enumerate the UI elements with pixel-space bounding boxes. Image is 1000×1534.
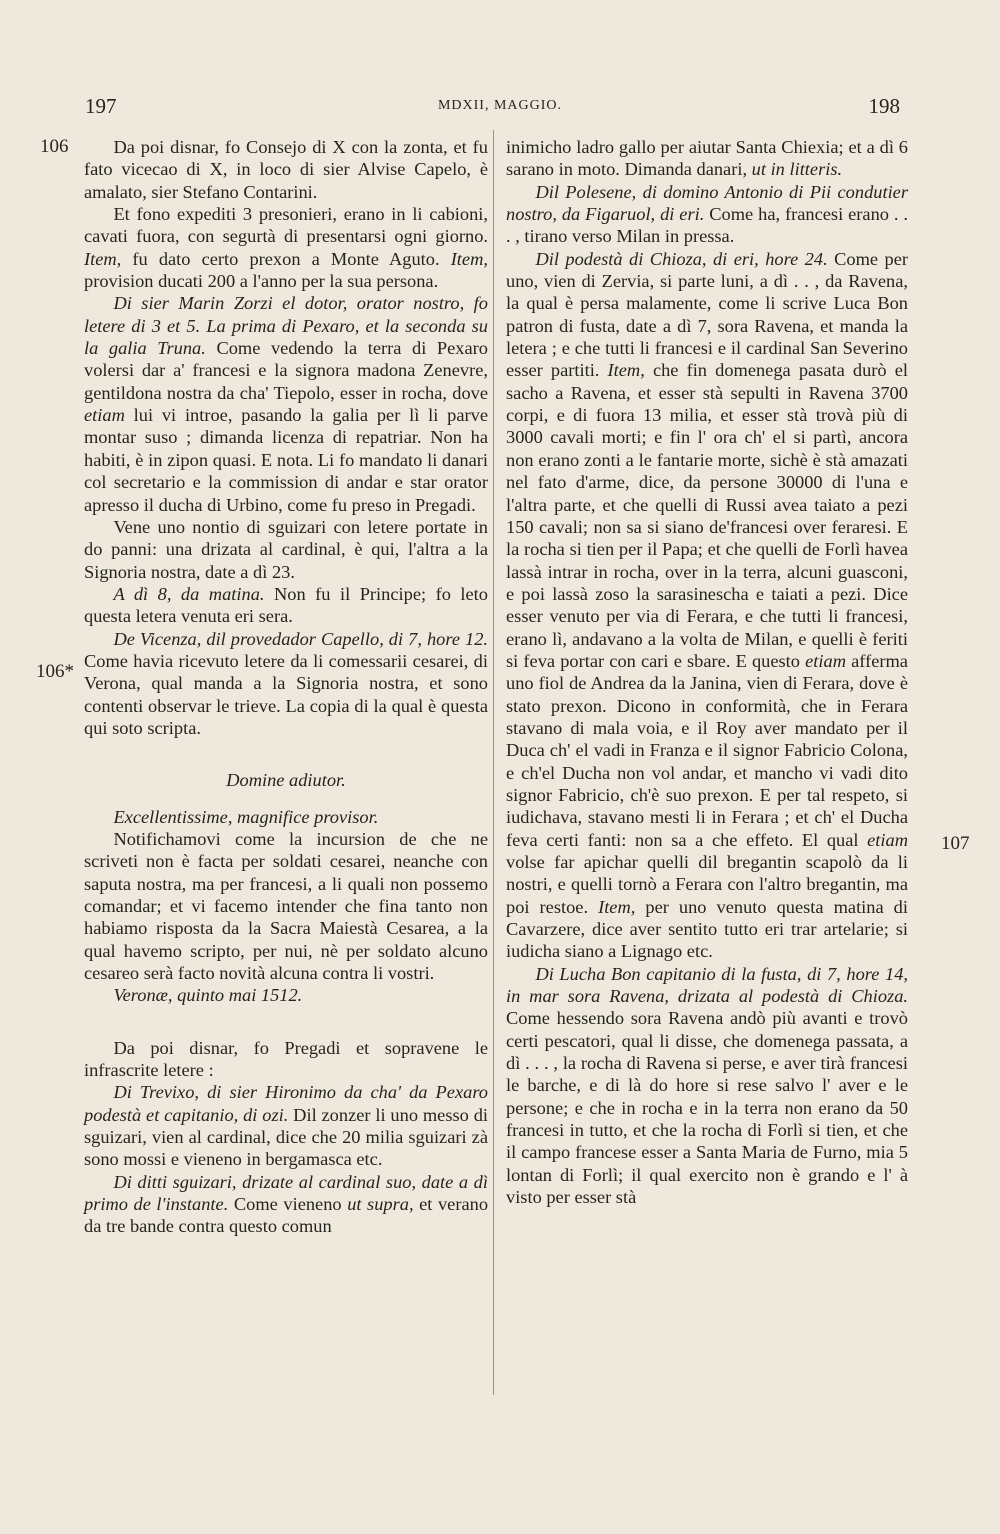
salutation-excellentissime: Excellentissime, magnifice provisor. <box>113 806 379 827</box>
paragraph-lucha-bon: Di Lucha Bon capitanio di la fusta, di 7, hore 14, in mar sora Ravena, drizata al podestà di Chioza. Come hessendo sora Ravena andò più avanti e trovò certi pescatori, qual li disse, che domenega passata, a dì . . . , la rocha di Ravena si perse, e aver tirà francesi le barche, e di là do hore si rese salvo l' aver e le persone; e che in rocha e in la terra non erano da 50 francesi in tutto, et che la rocha di Forlì si tien, et che il campo francese esser a Santa Maria de Furno, mia 5 lontan di Forlì; il qual exercito non è grando e l' à visto per esser stà <box>506 963 908 1208</box>
right-page-number: 198 <box>868 94 900 118</box>
paragraph-pregadi: Da poi disnar, fo Pregadi et sopravene le infrascrite letere : <box>84 1037 488 1081</box>
page-header <box>0 94 1000 124</box>
column-divider <box>493 130 494 1395</box>
left-column <box>84 136 488 1238</box>
paragraph-sguizari-letter: Di ditti sguizari, drizate al cardinal suo, date a dì primo de l'instante. Come vieneno ut supra, et verano da tre bande contra questo comun <box>84 1171 489 1237</box>
paragraph-chioza: Dil podestà di Chioza, di eri, hore 24. Come per uno, vien di Zervia, si parte luni, a dì . . , da Ravena, la qual è persa malamente, come li scrive Luca Bon patron di fusta, date a dì 7, sora Ravena, et manda la letera ; e che tutti li francesi e il cardinal San Severino esser partiti. Item, che fin domenega pasata durò el sacho a Ravena, et esser stà sepulti in Ravena 3700 corpi, e di fuora 13 milia, et esser stà trovà più di 3000 cavali morti; e fin l' ora ch' el si partì, ancora non erano zonti a le fantarie morte, sichè è stà amazati nel fato d'arme, dice, da persone 30000 di l'una e l'altra parte, et che quelli di Russi avea taiato a pezi 150 cavali; non sa si siano de'francesi over feraresi. E la rocha si tien per il Papa; et che quelli de Forlì havea lassà intrar in rocha, over in la terra, alcuni guasconi, e poi lassà zoso la sarasinescha e taiati a pezi. Dice esser venuto per via di Ferara, e che tutti li francesi, erano lì, andavano a la volta de Milan, e quelli è feriti si feva portar con cari e sbare. E questo etiam afferma uno fiol de Andrea da la Janina, vien di Ferara, dove è stato prexon. Dicono in conformità, che in Ferara stavano di mala voia, e il Roy aver mandato per il Duca ch' el vadi in Franza e il signor Fabricio Colona, e ch'el Ducha non vol andar, et mancho vi vadi dito signor Fabricio, ch'è suo prexon. E per tal respeto, si iudichava, stavano mesti li in Ferara ; et ch' el Ducha feva certi fanti: non sa a che effeto. El qual etiam volse far apichar quelli dil bregantin scapolò da li nostri, e quelli tornò a Ferara con l'altro bregantin, ma poi restoe. Item, per uno venuto questa matina di Cavarzere, dice aver sentito tutto eri trar artelarie; si iudicha siano a Lignago etc. <box>506 248 908 962</box>
right-column <box>506 136 908 1209</box>
paragraph-continuation: inimicho ladro gallo per aiutar Santa Chiexia; et a dì 6 sarano in moto. Dimanda danari, ut in litteris. <box>506 137 908 180</box>
paragraph-zorzi: Di sier Marin Zorzi el dotor, orator nostro, fo letere di 3 et 5. La prima di Pexaro, et la seconda su la galia Truna. Come vedendo la terra di Pexaro volersi dar a' francesi e la signora madona Zenevre, gentildona nostra da cha' Tiepolo, esser in rocha, dove etiam lui vi introe, pasando la galia per lì li parve montar suso ; dimanda licenza di repatriar. Non ha habiti, è in zipon quasi. E nota. Li fo mandato li danari col secretario e la commission di andar e star orator apresso il ducha di Urbino, come fu preso in Pregadi. <box>84 293 488 515</box>
margin-ref-106-star: 106* <box>36 661 74 682</box>
paragraph-consejo: Da poi disnar, fo Consejo di X con la zonta, et fu fato vicecao di X, in loco di sier Alvise Capelo, è amalato, sier Stefano Contarini. <box>84 137 488 202</box>
margin-ref-106: 106 <box>40 136 69 157</box>
paragraph-matina: A dì 8, da matina. Non fu il Principe; fo leto questa letera venuta eri sera. <box>84 583 488 627</box>
paragraph-letter-body: Notifichamovi come la incursion de che ne scriveti non è facta per soldati cesarei, neanche con saputa nostra, ma per francesi, a li quali non possemo comandar; et vi facemo intender che fina tanto non habiamo risposta da la Sacra Maiestà Cesarea, a la qual havemo scripto, per nui, nè per soldato alcuno cesareo serà facto novità alcuna contra li vostri. <box>84 828 488 984</box>
letter-dateline: Veronæ, quinto mai 1512. <box>113 985 303 1006</box>
paragraph-polesene: Dil Polesene, di domino Antonio di Pii condutier nostro, da Figaruol, di eri. Come ha, francesi erano . . . , tirano verso Milan in pressa. <box>506 181 908 247</box>
margin-ref-107: 107 <box>941 833 970 854</box>
paragraph-vicenza: De Vicenza, dil provedador Capello, di 7, hore 12. Come havia ricevuto letere da li comessarii cesarei, di Verona, qual manda a la Signoria nostra, et sono contenti observar le trieve. La copia di la qual è questa qui soto scripta. <box>84 628 488 738</box>
running-title: MDXII, MAGGIO. <box>437 98 563 113</box>
salutation-domine: Domine adiutor. <box>226 770 346 791</box>
paragraph-trevixo: Di Trevixo, di sier Hironimo da cha' da Pexaro podestà et capitanio, di ozi. Dil zonzer li uno messo di sguizari, vien al cardinal, dice che 20 milia sguizari zà sono mossi e vieneno in bergamasca etc. <box>84 1082 488 1170</box>
paragraph-presonieri: Et fono expediti 3 presonieri, erano in li cabioni, cavati fuora, con segurtà di presentarsi ogni giorno. Item, fu dato certo prexon a Monte Aguto. Item, provision ducati 200 a l'anno per la sua persona. <box>84 204 488 292</box>
left-page-number: 197 <box>85 94 117 118</box>
paragraph-sguizari-nontio: Vene uno nontio di sguizari con letere portate in do panni: una drizata al cardinal, è qui, l'altra a la Signoria nostra, date a dì 23. <box>84 516 488 582</box>
